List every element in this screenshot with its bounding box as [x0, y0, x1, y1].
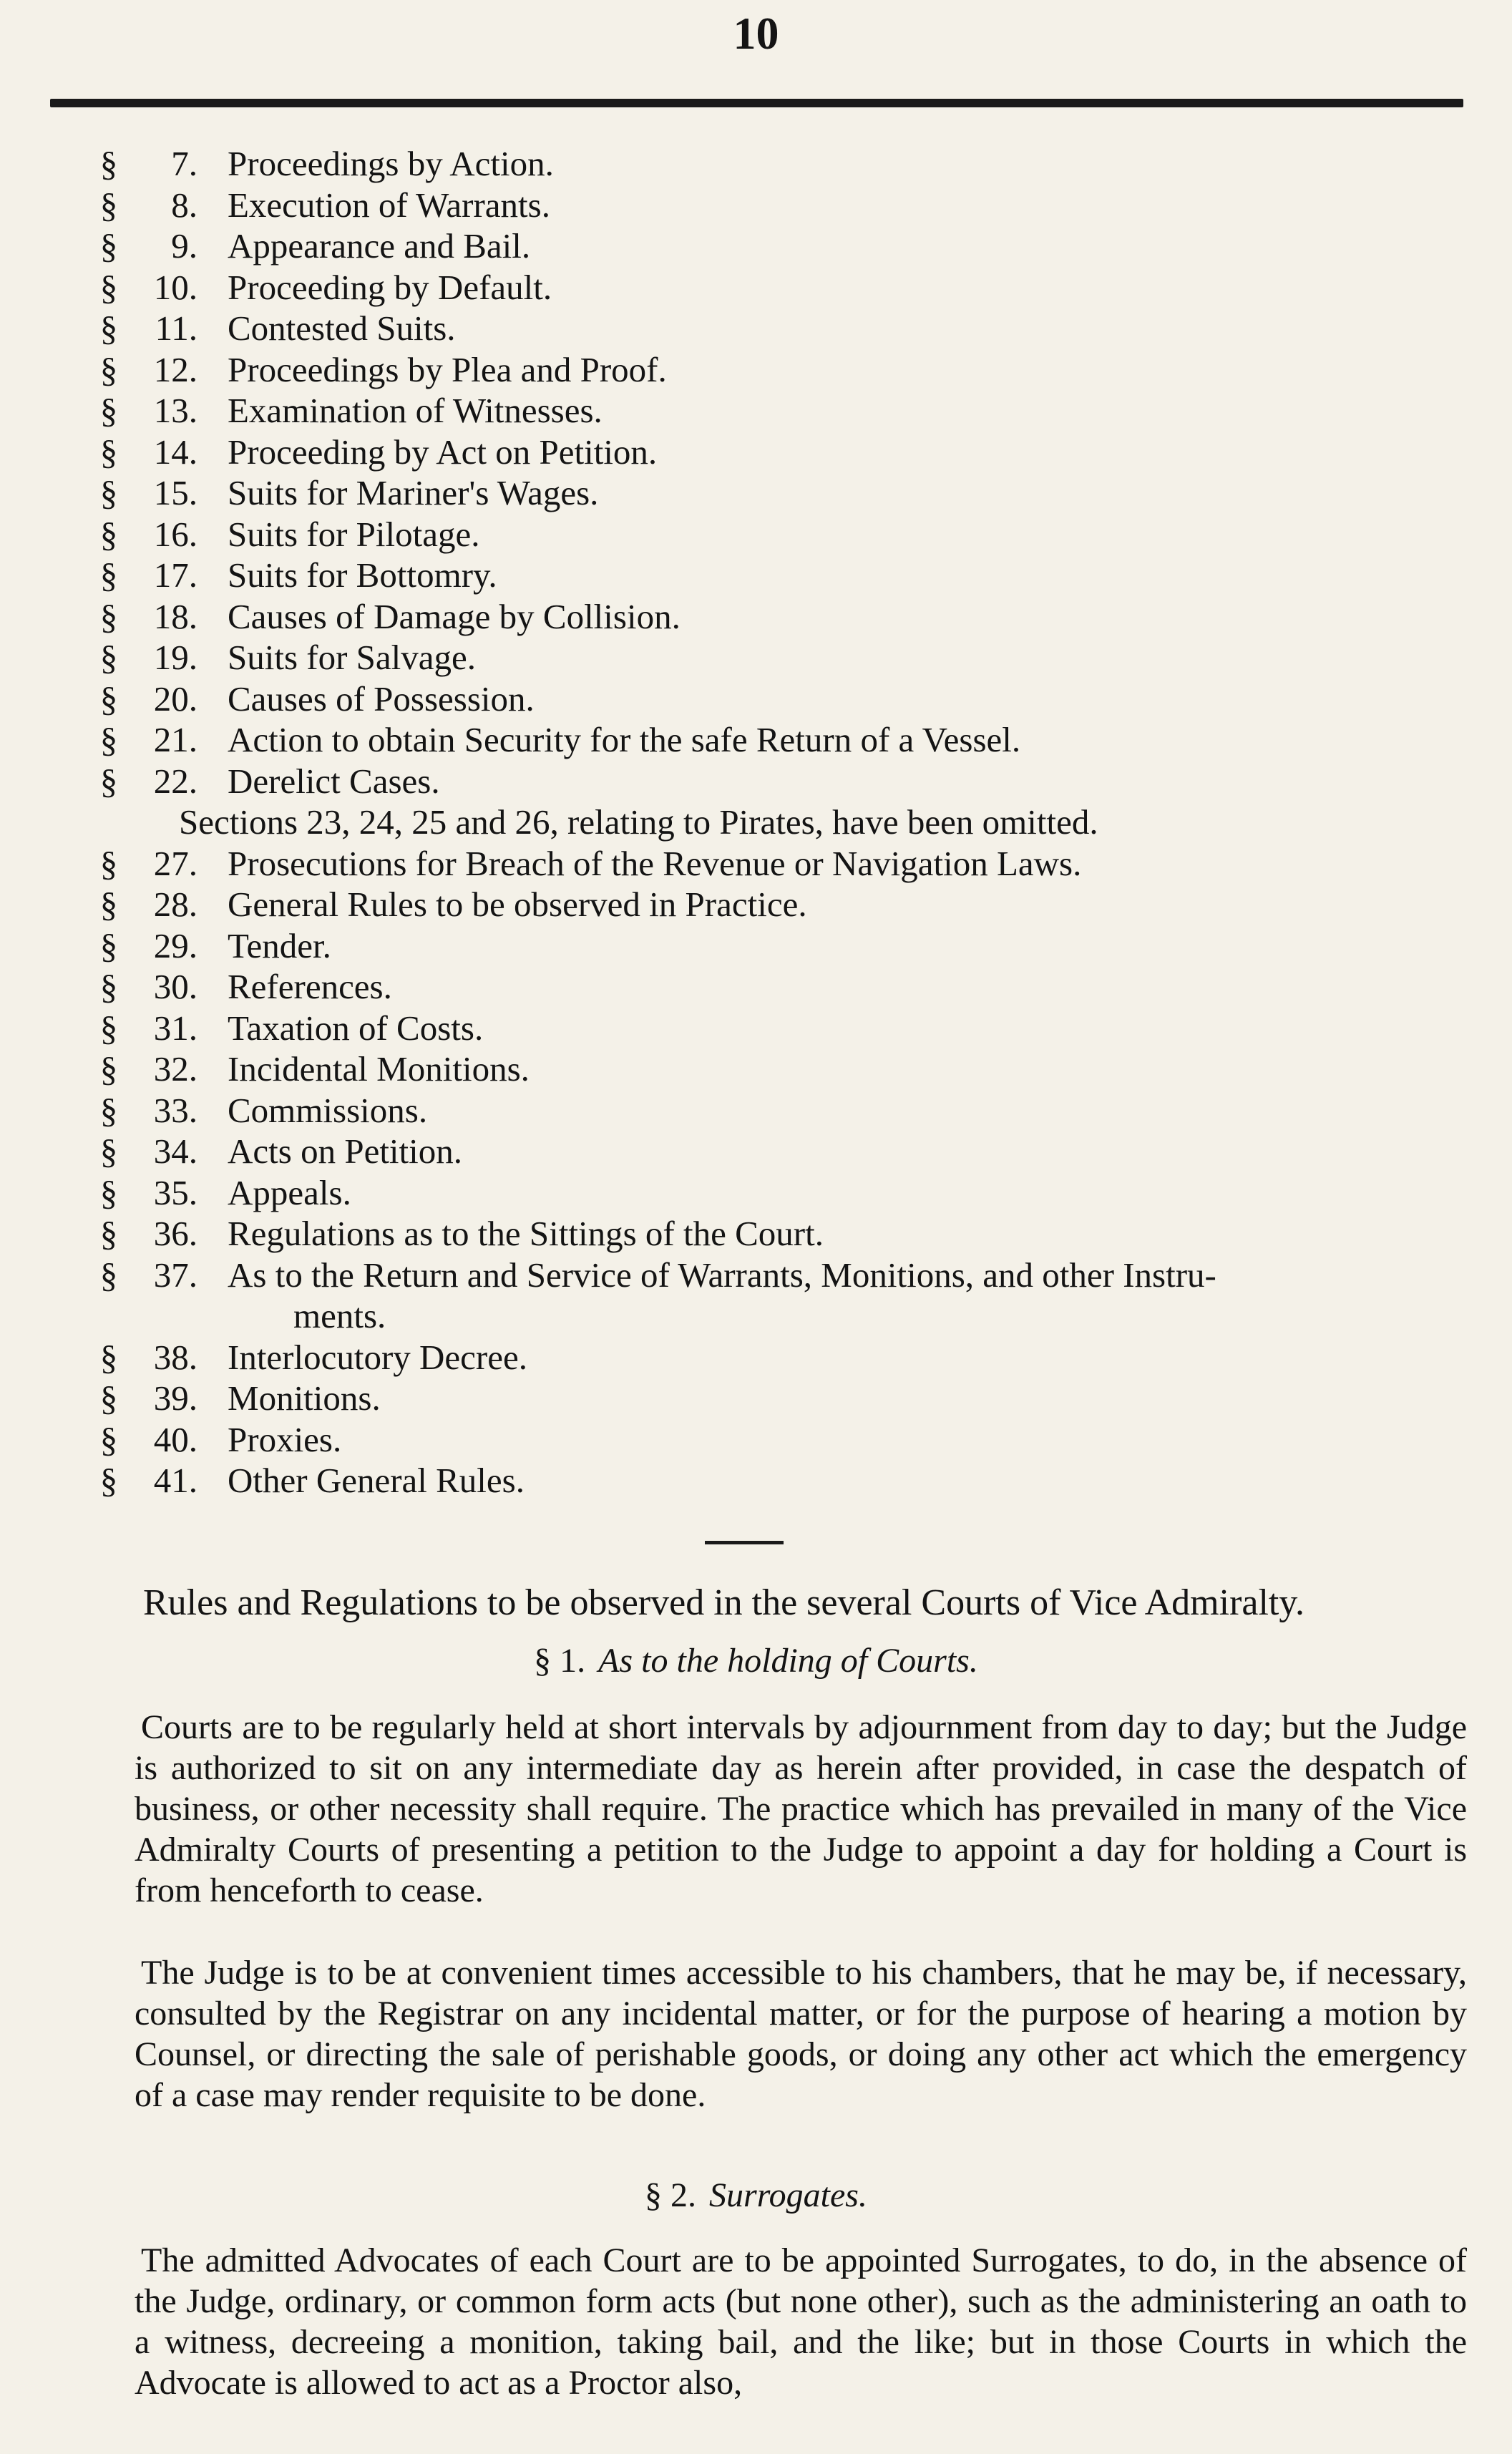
toc-item	[0, 1337, 1512, 1378]
toc-item-title: As to the Return and Service of Warrants, Monitions, and other Instru-	[228, 1255, 1216, 1295]
section-mark: §	[99, 1008, 118, 1048]
toc-item-number: 28.	[153, 885, 197, 924]
toc-item-number: 32.	[153, 1049, 197, 1089]
toc-item-title: Appearance and Bail.	[228, 226, 531, 266]
toc-item-title: Interlocutory Decree.	[228, 1337, 527, 1377]
toc-item-number: 11.	[155, 308, 197, 348]
section-2-heading	[0, 2176, 1512, 2215]
toc-item-number: 38.	[153, 1337, 197, 1377]
toc-item-title: Proceedings by Action.	[228, 144, 554, 183]
section-mark: §	[99, 514, 118, 554]
toc-item-title: Suits for Mariner's Wages.	[228, 473, 599, 512]
toc-item	[0, 843, 1512, 885]
section-2-title: Surrogates.	[709, 2176, 867, 2214]
toc-item-title: ments.	[293, 1296, 386, 1335]
toc-item-number: 22.	[153, 761, 197, 801]
toc-item	[0, 1378, 1512, 1419]
section-mark: §	[99, 885, 118, 924]
toc-item	[0, 143, 1512, 185]
toc-item-number: 36.	[153, 1214, 197, 1253]
toc-item	[0, 966, 1512, 1008]
toc-item	[0, 267, 1512, 308]
toc-item-title: Contested Suits.	[228, 308, 456, 348]
toc-item-number: 12.	[153, 349, 197, 389]
section-2-mark: § 2.	[645, 2176, 697, 2214]
section-1-heading	[0, 1641, 1512, 1680]
toc-item	[0, 514, 1512, 555]
toc-item-number: 16.	[153, 514, 197, 554]
toc-item	[0, 637, 1512, 678]
toc-item-continuation	[0, 1295, 1512, 1337]
section-mark: §	[99, 843, 118, 883]
section-mark: §	[99, 638, 118, 677]
toc-item	[0, 1131, 1512, 1172]
toc-item-title: Action to obtain Security for the safe Return of a Vessel.	[228, 720, 1021, 759]
toc-item	[0, 1048, 1512, 1090]
toc-item-title: Suits for Salvage.	[228, 638, 477, 677]
section-mark: §	[99, 720, 118, 759]
section-mark: §	[99, 144, 118, 183]
section-mark: §	[99, 1378, 118, 1418]
toc-item	[0, 390, 1512, 432]
section-mark: §	[99, 432, 118, 472]
toc-item-title: Suits for Pilotage.	[228, 514, 480, 554]
toc-item-title: Incidental Monitions.	[228, 1049, 530, 1089]
toc-item	[0, 1090, 1512, 1131]
toc-item-number: 27.	[153, 843, 197, 883]
toc-item	[0, 925, 1512, 967]
toc-item-number: 34.	[153, 1131, 197, 1171]
toc-item-title: Causes of Possession.	[228, 678, 535, 719]
section-mark: §	[99, 267, 118, 307]
section-mark: §	[99, 596, 118, 636]
toc-item-number: 21.	[153, 720, 197, 759]
section-mark: §	[99, 1090, 118, 1130]
toc-item	[0, 1419, 1512, 1461]
toc-item	[0, 185, 1512, 226]
toc-item-title: Examination of Witnesses.	[228, 391, 603, 430]
toc-item-number: 8.	[171, 185, 197, 225]
toc-item-title: Causes of Damage by Collision.	[228, 596, 681, 636]
section-mark: §	[99, 391, 118, 430]
section-mark: §	[99, 678, 118, 719]
section-1-paragraph-1: Courts are to be regularly held at short intervals by adjournment from day to day; but the Judge is authorized to sit on any intermediate day as herein after provided, in case the despatch of business, or other necessity shall require. The practice which has prevailed in many of the Vice Admiralty Courts of presenting a petition to the Judge to appoint a day for holding a Court is from henceforth to cease.	[135, 1708, 1467, 1909]
section-mark: §	[99, 1131, 118, 1171]
toc-item-number: 13.	[153, 391, 197, 430]
toc-item-number: 29.	[153, 925, 197, 965]
section-mark: §	[99, 1214, 118, 1253]
toc-item-number: 14.	[153, 432, 197, 472]
toc-item	[0, 1460, 1512, 1501]
toc-item	[0, 349, 1512, 391]
toc-item-title: Other General Rules.	[228, 1461, 525, 1500]
section-1-title: As to the holding of Courts.	[598, 1642, 978, 1680]
section-mark: §	[99, 761, 118, 801]
section-mark: §	[99, 1255, 118, 1295]
toc-item-number: 30.	[153, 967, 197, 1006]
toc-item-title: Commissions.	[228, 1090, 428, 1130]
toc-item-number: 9.	[171, 226, 197, 266]
toc-note: Sections 23, 24, 25 and 26, relating to Pirates, have been omitted.	[179, 802, 1098, 842]
toc-item-title: Regulations as to the Sittings of the Court.	[228, 1214, 824, 1253]
section-mark: §	[99, 925, 118, 965]
page-number: 10	[733, 8, 779, 59]
toc-item	[0, 719, 1512, 761]
toc-item-number: 40.	[153, 1419, 197, 1459]
toc-item	[0, 596, 1512, 638]
toc-item-number: 19.	[153, 638, 197, 677]
section-mark: §	[99, 473, 118, 512]
section-mark: §	[99, 1049, 118, 1089]
top-rule	[50, 99, 1463, 107]
section-mark: §	[99, 967, 118, 1006]
toc-item	[0, 761, 1512, 802]
section-mark: §	[99, 185, 118, 225]
section-mark: §	[99, 308, 118, 348]
toc-item-number: 37.	[153, 1255, 197, 1295]
toc-item-title: Proceeding by Act on Petition.	[228, 432, 658, 472]
toc-item-title: Acts on Petition.	[228, 1131, 463, 1171]
toc-item-title: Proceedings by Plea and Proof.	[228, 349, 667, 389]
toc-item-number: 20.	[153, 678, 197, 719]
toc-item-number: 31.	[153, 1008, 197, 1048]
toc-item-number: 41.	[153, 1461, 197, 1500]
toc-item-title: Execution of Warrants.	[228, 185, 550, 225]
toc-item	[0, 1172, 1512, 1214]
toc-item-title: References.	[228, 967, 392, 1006]
toc-item-title: Proxies.	[228, 1419, 342, 1459]
toc-item-title: Tender.	[228, 925, 331, 965]
toc-item-number: 10.	[153, 267, 197, 307]
toc-item-title: General Rules to be observed in Practice.	[228, 885, 807, 924]
toc-item	[0, 678, 1512, 720]
toc-item-number: 33.	[153, 1090, 197, 1130]
toc-item-number: 18.	[153, 596, 197, 636]
toc-item	[0, 1213, 1512, 1255]
toc-item-number: 7.	[171, 144, 197, 183]
toc-item	[0, 432, 1512, 473]
section-mark: §	[99, 1419, 118, 1459]
toc-item	[0, 1008, 1512, 1049]
toc-item-number: 35.	[153, 1172, 197, 1212]
section-divider	[705, 1541, 784, 1544]
toc-item	[0, 308, 1512, 349]
section-mark: §	[99, 349, 118, 389]
toc-item	[0, 225, 1512, 267]
toc-item-title: Derelict Cases.	[228, 761, 440, 801]
toc-item	[0, 472, 1512, 514]
toc-item-title: Proceeding by Default.	[228, 267, 552, 307]
toc-item-title: Appeals.	[228, 1172, 351, 1212]
section-mark: §	[99, 1172, 118, 1212]
section-mark: §	[99, 1337, 118, 1377]
table-of-contents	[0, 143, 1512, 1501]
toc-item-title: Taxation of Costs.	[228, 1008, 484, 1048]
toc-item-number: 15.	[153, 473, 197, 512]
toc-item-title: Prosecutions for Breach of the Revenue or Navigation Laws.	[228, 843, 1082, 883]
toc-item-title: Suits for Bottomry.	[228, 555, 497, 595]
toc-item-number: 17.	[153, 555, 197, 595]
section-1-mark: § 1.	[534, 1642, 586, 1680]
section-mark: §	[99, 555, 118, 595]
section-2-paragraph-1: The admitted Advocates of each Court are to be appointed Surrogates, to do, in the absence of the Judge, ordinary, or common form acts (but none other), such as the administering an oath to a witness, decreeing a monition, taking bail, and the like; but in those Courts in which the Advocate is allowed to act as a Proctor also,	[135, 2241, 1467, 2402]
rules-heading: Rules and Regulations to be observed in the several Courts of Vice Admiralty.	[143, 1582, 1304, 1623]
section-1-paragraph-2: The Judge is to be at convenient times accessible to his chambers, that he may be, if necessary, consulted by the Registrar on any incidental matter, or for the purpose of hearing a motion by Counsel, or directing the sale of perishable goods, or doing any other act which the emergency of a case may render requisite to be done.	[135, 1954, 1467, 2114]
toc-item	[0, 884, 1512, 925]
toc-item	[0, 555, 1512, 596]
section-mark: §	[99, 226, 118, 266]
section-mark: §	[99, 1461, 118, 1500]
toc-item-title: Monitions.	[228, 1378, 381, 1418]
toc-item	[0, 1255, 1512, 1296]
toc-item-number: 39.	[153, 1378, 197, 1418]
